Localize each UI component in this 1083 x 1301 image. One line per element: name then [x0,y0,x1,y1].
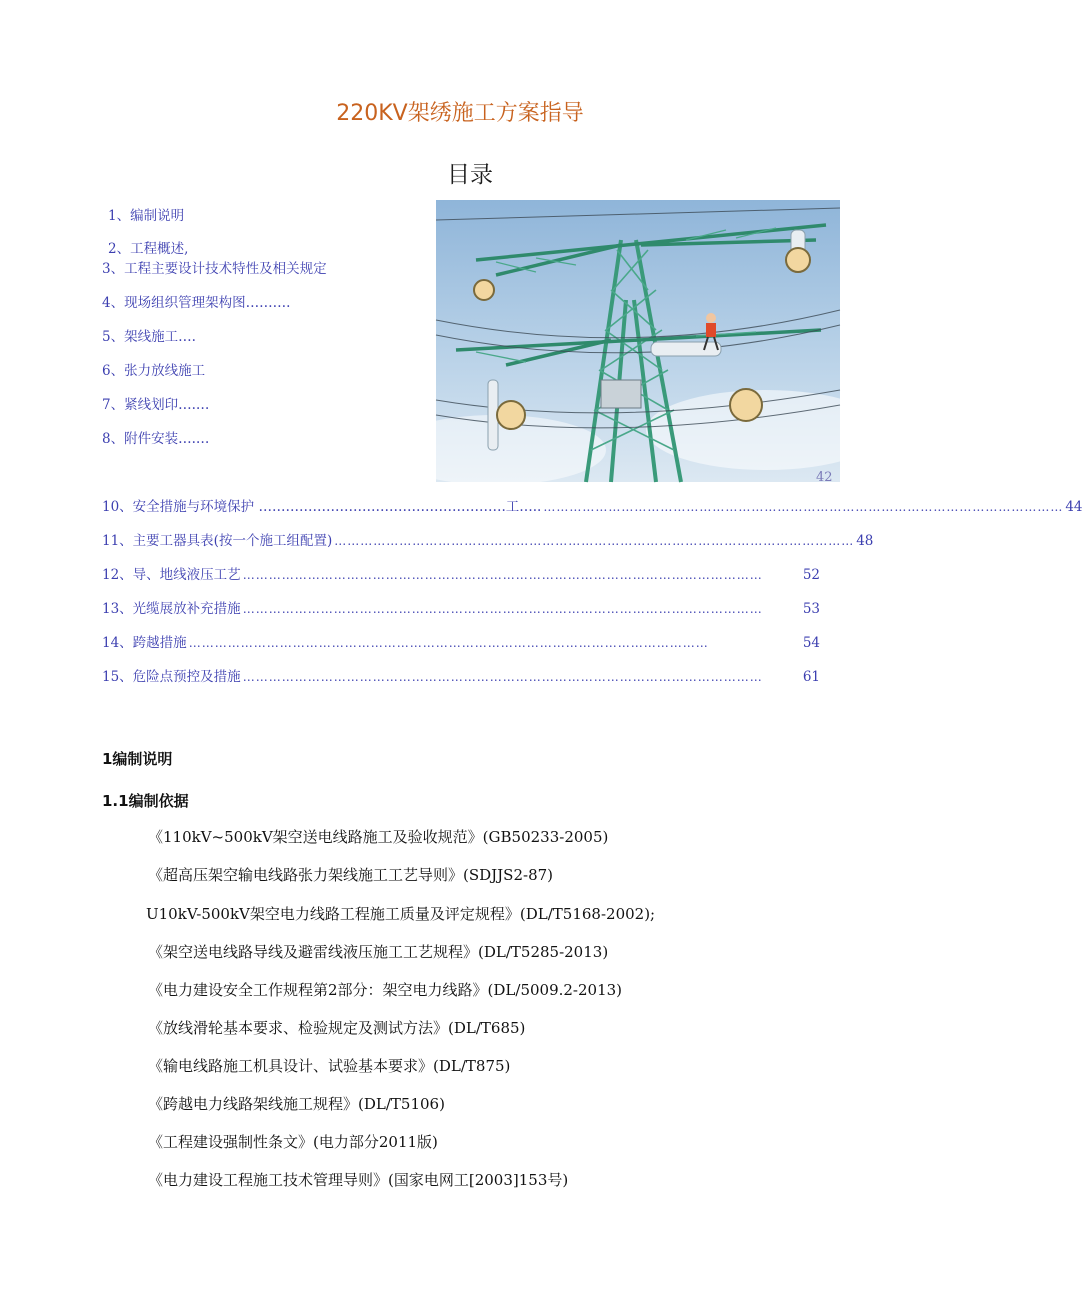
toc-item-2[interactable]: 2、工程概述, [108,241,189,257]
toc-item-label: 14、跨越措施 [102,635,187,651]
reference-item: 《架空送电线路导线及避雷线液压施工工艺规程》(DL/T5285-2013) [148,943,609,961]
toc-item-10[interactable] [102,495,1083,515]
section-heading-1-1: 1.1编制依据 [102,792,189,810]
toc-item-label: 15、危险点预控及措施 [102,669,241,685]
toc-item-14[interactable] [102,631,820,651]
toc-item-3[interactable]: 3、工程主要设计技术特性及相关规定 [102,261,327,277]
section-heading-1: 1编制说明 [102,750,173,768]
reference-item: U10kV-500kV架空电力线路工程施工质量及评定规程》(DL/T5168-2002); [146,905,656,923]
toc-item-12[interactable] [102,563,820,583]
reference-item: 《电力建设安全工作规程第2部分：架空电力线路》(DL/5009.2-2013) [148,981,623,999]
dot-leader: ………………………………………………………………………………………………………… [242,602,763,616]
toc-item-label: 13、光缆展放补充措施 [102,601,241,617]
toc-heading: 目录 [447,162,493,188]
toc-item-label: 12、导、地线液压工艺 [102,567,241,583]
reference-item: 《放线滑轮基本要求、检验规定及测试方法》(DL/T685) [148,1019,526,1037]
toc-item-page: 48 [856,533,874,549]
reference-item: 《工程建设强制性条文》(电力部分2011版) [148,1133,438,1151]
toc-item-7[interactable]: 7、紧线划印….… [102,397,210,413]
toc-item-13[interactable] [102,597,820,617]
toc-item-8[interactable]: 8、附件安装….… [102,431,210,447]
transmission-tower-photo [436,200,840,482]
toc-item-1[interactable]: 1、编制说明 [108,208,185,224]
toc-item-page: 61 [802,669,820,685]
reference-item: 《电力建设工程施工技术管理导则》(国家电网工[2003]153号) [148,1171,569,1189]
toc-page-number-42: 42 [816,470,833,485]
dot-leader: ………………………………………………………………………………………………………… [543,500,1064,514]
toc-item-page: 53 [802,601,820,617]
toc-item-15[interactable] [102,665,820,685]
dot-leader: ………………………………………………………………………………………………………… [334,534,855,548]
reference-item: 《110kV~500kV架空送电线路施工及验收规范》(GB50233-2005) [148,828,609,846]
toc-item-page: 52 [802,567,820,583]
reference-item: 《输电线路施工机具设计、试验基本要求》(DL/T875) [148,1057,511,1075]
dot-leader: ………………………………………………………………………………………………………… [242,568,763,582]
toc-item-page: 44 [1065,499,1083,515]
dot-leader: ………………………………………………………………………………………………………… [242,670,763,684]
dot-leader: ………………………………………………………………………………………………………… [188,636,709,650]
toc-item-label: 10、安全措施与环境保护 ……………………………………………….工….. [102,499,542,515]
toc-item-label: 11、主要工器具表(按一个施工组配置) [102,533,333,549]
reference-item: 《跨越电力线路架线施工规程》(DL/T5106) [148,1095,445,1113]
document-title: 220KV架绣施工方案指导 [336,101,584,126]
toc-item-4[interactable]: 4、现场组织管理架构图………. [102,295,291,311]
toc-item-page: 54 [802,635,820,651]
toc-item-6[interactable]: 6、张力放线施工 [102,363,206,379]
toc-item-11[interactable] [102,529,874,549]
reference-item: 《超高压架空输电线路张力架线施工工艺导则》(SDJJS2-87) [148,866,554,884]
toc-item-5[interactable]: 5、架线施工…. [102,329,196,345]
